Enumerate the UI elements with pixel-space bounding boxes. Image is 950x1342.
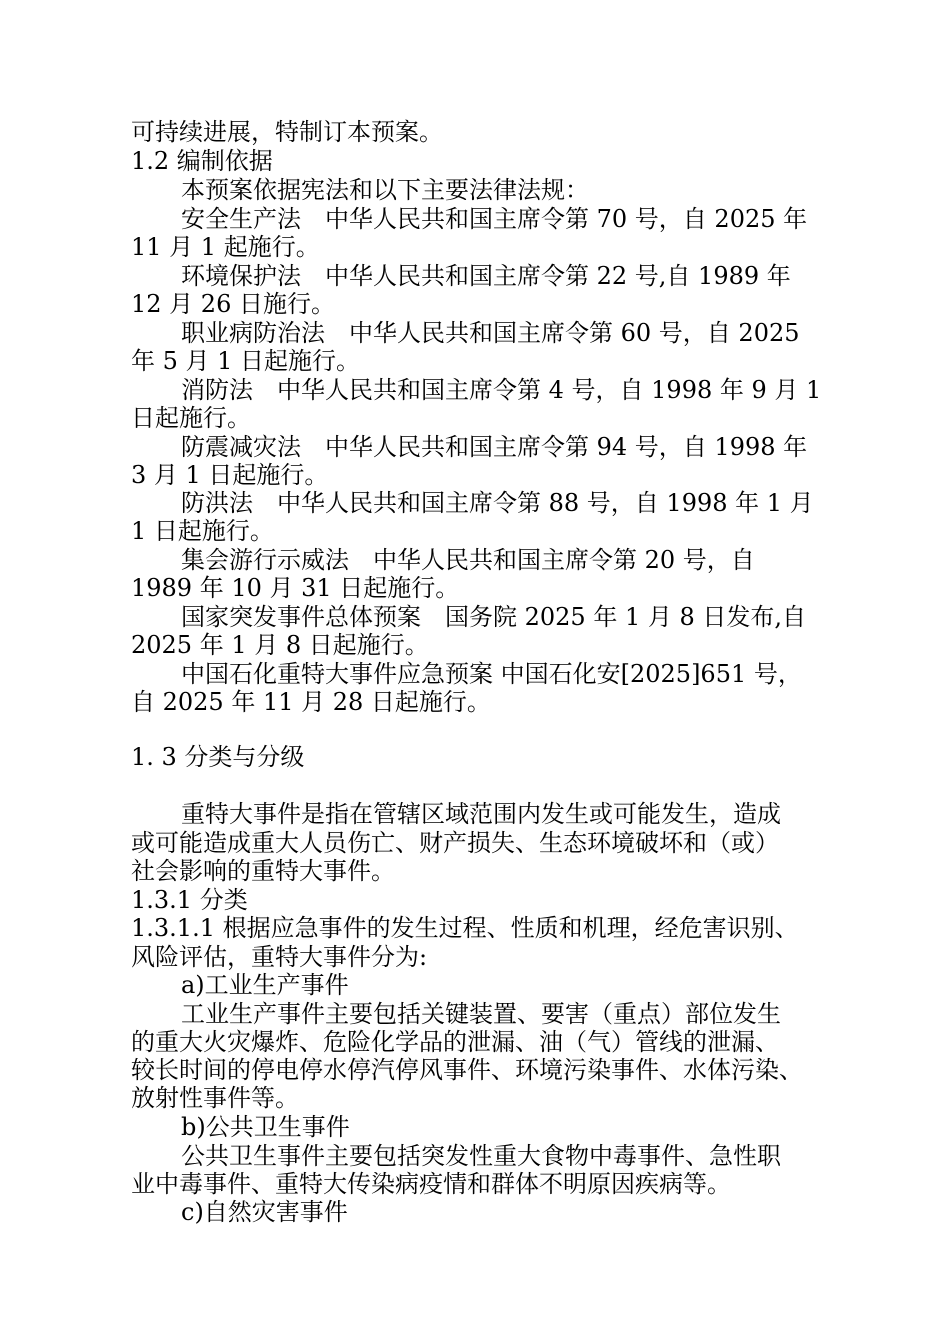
law-entry-line: 职业病防治法 中华人民共和国主席令第 60 号，自 2025 (181, 319, 800, 347)
law-entry-line: 日起施行。 (131, 404, 251, 432)
paragraph-line: 本预案依据宪法和以下主要法律法规： (181, 176, 589, 204)
paragraph-line: 1.3.1.1 根据应急事件的发生过程、性质和机理，经危害识别、 (131, 914, 799, 942)
law-entry-line: 国家突发事件总体预案 国务院 2025 年 1 月 8 日发布,自 (181, 603, 807, 631)
law-entry-line: 环境保护法 中华人民共和国主席令第 22 号,自 1989 年 (181, 262, 791, 290)
law-entry-line: 消防法 中华人民共和国主席令第 4 号，自 1998 年 9 月 1 (181, 376, 822, 404)
paragraph-line: 重特大事件是指在管辖区域范围内发生或可能发生，造成 (181, 800, 781, 828)
law-entry-line: 1989 年 10 月 31 日起施行。 (131, 574, 460, 602)
section-heading: 1.2 编制依据 (131, 147, 273, 175)
paragraph-line: 公共卫生事件主要包括突发性重大食物中毒事件、急性职 (181, 1142, 781, 1170)
section-heading: 1. 3 分类与分级 (131, 743, 305, 771)
law-entry-line: 1 日起施行。 (131, 517, 274, 545)
paragraph-line: 风险评估，重特大事件分为: (131, 943, 428, 971)
paragraph-line: 业中毒事件、重特大传染病疫情和群体不明原因疾病等。 (131, 1170, 731, 1198)
paragraph-line: 较长时间的停电停水停汽停风事件、环境污染事件、水体污染、 (131, 1056, 803, 1084)
law-entry-line: 年 5 月 1 日起施行。 (131, 347, 361, 375)
law-entry-line: 防震减灾法 中华人民共和国主席令第 94 号，自 1998 年 (181, 433, 808, 461)
law-entry-line: 自 2025 年 11 月 28 日起施行。 (131, 688, 491, 716)
law-entry-line: 集会游行示威法 中华人民共和国主席令第 20 号，自 (181, 546, 755, 574)
paragraph-line: 的重大火灾爆炸、危险化学品的泄漏、油（气）管线的泄漏、 (131, 1028, 779, 1056)
law-entry-line: 3 月 1 日起施行。 (131, 461, 329, 489)
paragraph-line: 工业生产事件主要包括关键装置、要害（重点）部位发生 (181, 1000, 781, 1028)
paragraph-line: 社会影响的重特大事件。 (131, 857, 395, 885)
law-entry-line: 安全生产法 中华人民共和国主席令第 70 号，自 2025 年 (181, 205, 808, 233)
law-entry-line: 防洪法 中华人民共和国主席令第 88 号，自 1998 年 1 月 (181, 489, 814, 517)
section-heading: 1.3.1 分类 (131, 886, 248, 914)
law-entry-line: 中国石化重特大事件应急预案 中国石化安[2025]651 号， (181, 660, 802, 688)
list-item-heading: c)自然灾害事件 (181, 1198, 348, 1226)
paragraph-line: 或可能造成重大人员伤亡、财产损失、生态环境破坏和（或） (131, 829, 779, 857)
list-item-heading: b)公共卫生事件 (181, 1113, 350, 1141)
paragraph-line: 可持续进展，特制订本预案。 (131, 118, 443, 146)
list-item-heading: a)工业生产事件 (181, 971, 349, 999)
law-entry-line: 2025 年 1 月 8 日起施行。 (131, 631, 429, 659)
paragraph-line: 放射性事件等。 (131, 1084, 299, 1112)
law-entry-line: 12 月 26 日施行。 (131, 290, 335, 318)
law-entry-line: 11 月 1 起施行。 (131, 233, 320, 261)
